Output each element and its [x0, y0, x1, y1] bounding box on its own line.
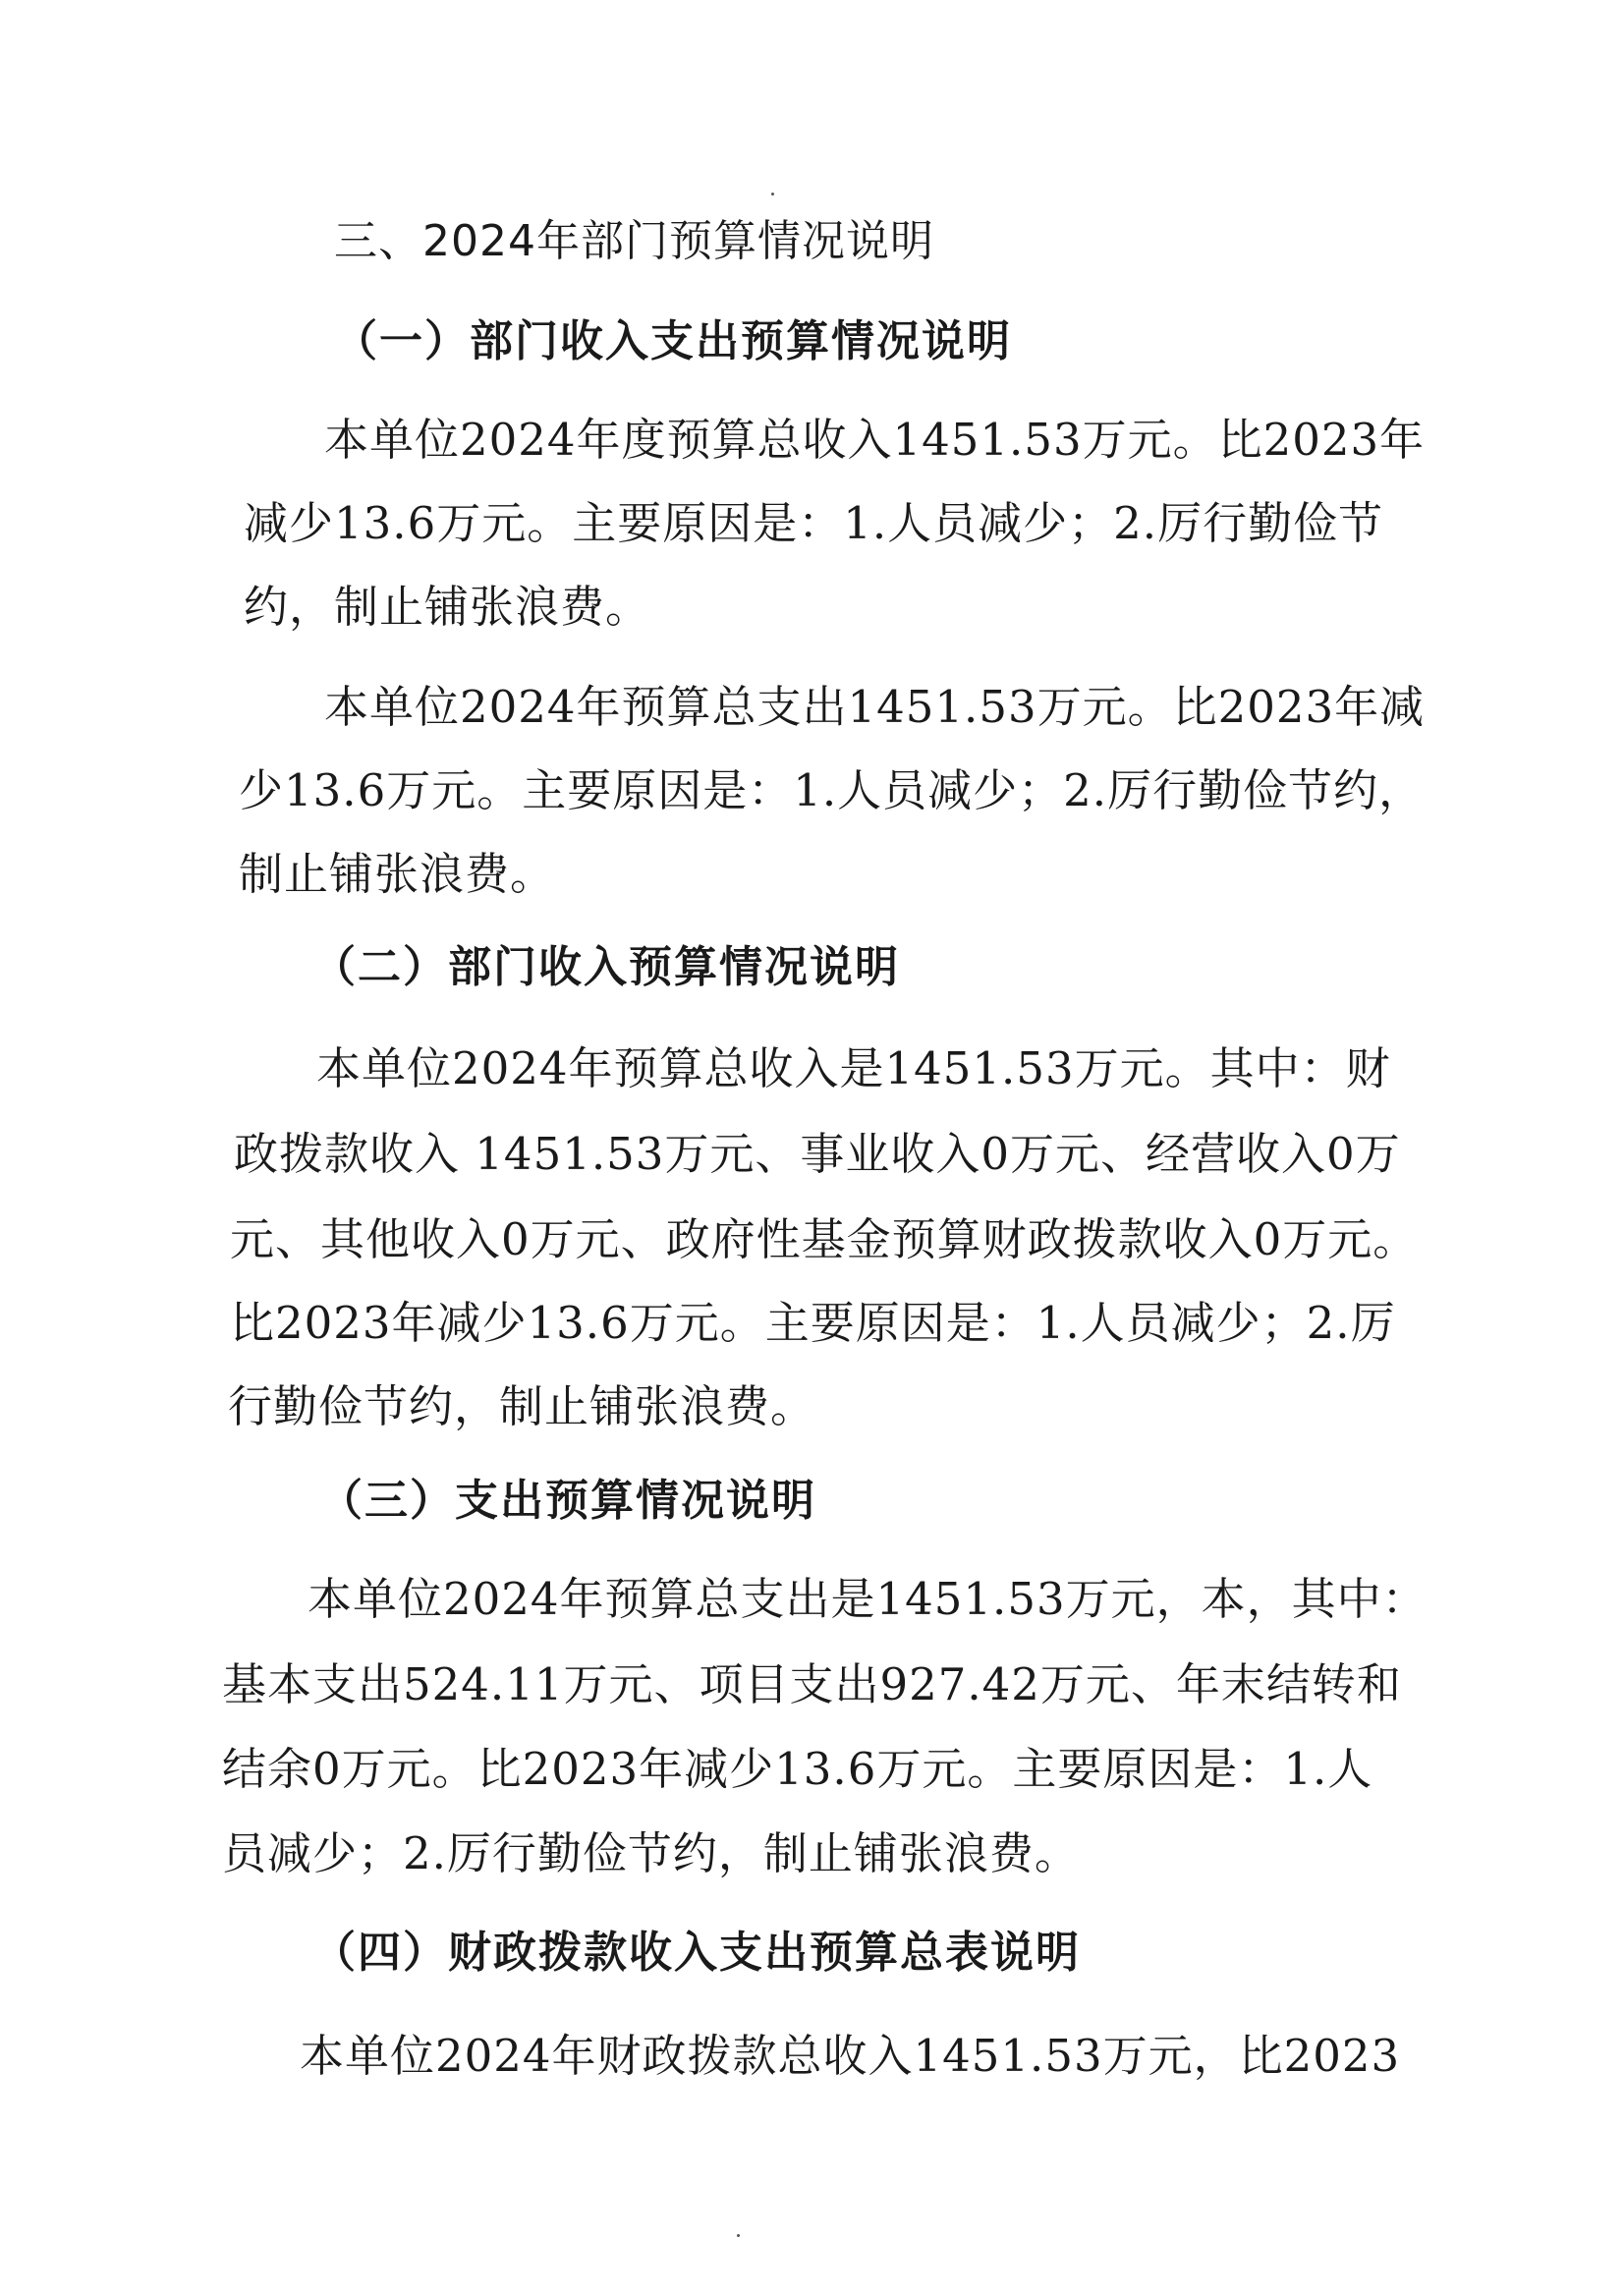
- subsection-heading-1: （一）部门收入支出预算情况说明: [334, 316, 1012, 366]
- paragraph-line: 约，制止铺张浪费。: [244, 581, 651, 633]
- paragraph-line: 本单位2024年财政拨款总收入1451.53万元，比2023: [300, 2030, 1401, 2082]
- paragraph-line: 行勤俭节约，制止铺张浪费。: [228, 1380, 816, 1432]
- paragraph-line: 结余0万元。比2023年减少13.6万元。主要原因是：1.人: [222, 1743, 1373, 1795]
- paragraph-line: 员减少；2.厉行勤俭节约，制止铺张浪费。: [222, 1827, 1080, 1879]
- paragraph-line: 制止铺张浪费。: [239, 848, 556, 900]
- paragraph-line: 少13.6万元。主要原因是：1.人员减少；2.厉行勤俭节约，: [239, 764, 1425, 816]
- paragraph-line: 本单位2024年预算总支出1451.53万元。比2023年减: [324, 681, 1426, 733]
- paragraph-line: 政拨款收入 1451.53万元、事业收入0万元、经营收入0万: [234, 1128, 1401, 1180]
- paragraph-line: 本单位2024年预算总支出是1451.53万元，本，其中：: [308, 1573, 1428, 1625]
- paragraph-line: 本单位2024年预算总收入是1451.53万元。其中：财: [316, 1042, 1391, 1094]
- subsection-heading-2: （二）部门收入预算情况说明: [312, 942, 900, 992]
- scan-speck: [771, 193, 774, 196]
- paragraph-line: 本单位2024年度预算总收入1451.53万元。比2023年: [324, 414, 1426, 466]
- subsection-heading-3: （三）支出预算情况说明: [319, 1476, 816, 1526]
- subsection-heading-4: （四）财政拨款收入支出预算总表说明: [312, 1928, 1081, 1978]
- paragraph-line: 元、其他收入0万元、政府性基金预算财政拨款收入0万元。: [230, 1213, 1419, 1265]
- paragraph-line: 基本支出524.11万元、项目支出927.42万元、年末结转和: [222, 1658, 1402, 1710]
- section-title: 三、2024年部门预算情况说明: [334, 216, 934, 266]
- paragraph-line: 减少13.6万元。主要原因是：1.人员减少；2.厉行勤俭节: [244, 497, 1384, 549]
- paragraph-line: 比2023年减少13.6万元。主要原因是：1.人员减少；2.厉: [230, 1297, 1396, 1349]
- scan-speck: [737, 2234, 740, 2237]
